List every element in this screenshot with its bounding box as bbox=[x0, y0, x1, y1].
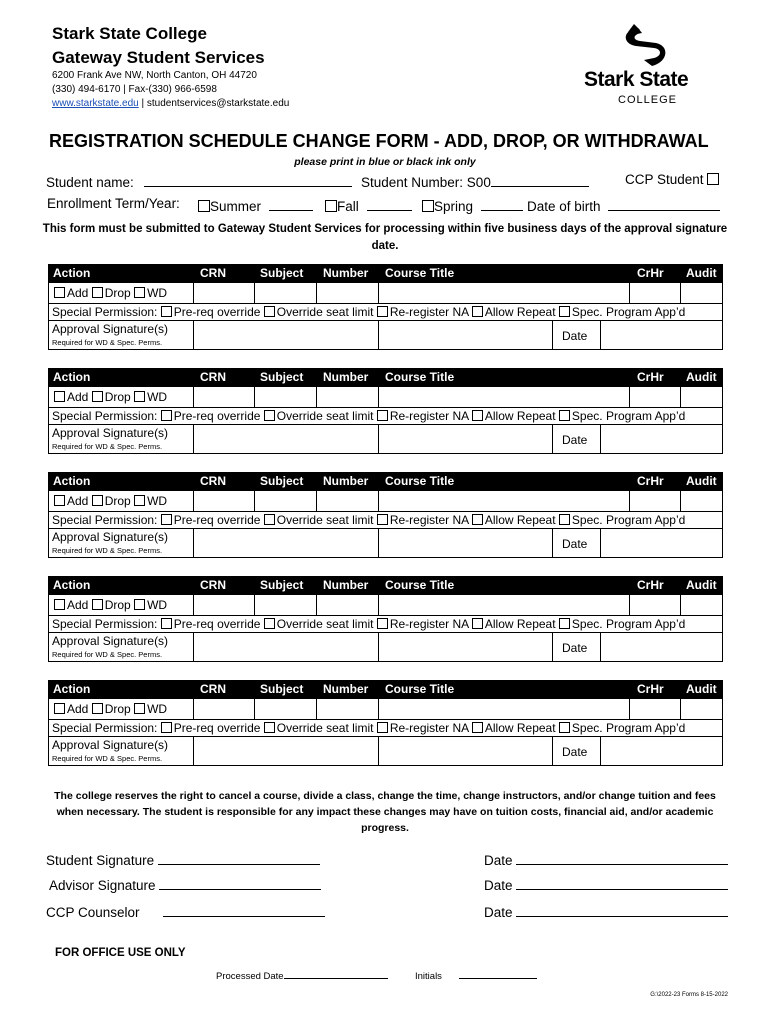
audit-input[interactable] bbox=[680, 594, 723, 616]
col-course-title: Course Title bbox=[385, 266, 455, 280]
processed-date-label: Processed Date bbox=[216, 971, 284, 982]
number-input[interactable] bbox=[316, 490, 379, 512]
date-label: Date bbox=[562, 641, 588, 655]
add-label: Add bbox=[67, 390, 89, 404]
spec-program-checkbox[interactable] bbox=[559, 306, 570, 317]
wd-label: WD bbox=[147, 390, 168, 404]
number-input[interactable] bbox=[316, 282, 379, 304]
date-label: Date bbox=[562, 433, 588, 447]
col-audit: Audit bbox=[686, 474, 717, 488]
add-checkbox[interactable] bbox=[54, 391, 65, 402]
col-subject: Subject bbox=[260, 266, 304, 280]
crhr-input[interactable] bbox=[629, 594, 681, 616]
subject-input[interactable] bbox=[254, 282, 317, 304]
required-note: Required for WD & Spec. Perms. bbox=[52, 338, 163, 347]
audit-input[interactable] bbox=[680, 698, 723, 720]
reregister-label: Re-register NA bbox=[389, 513, 469, 527]
logo-sub: COLLEGE bbox=[618, 94, 677, 106]
crhr-input[interactable] bbox=[629, 282, 681, 304]
number-input[interactable] bbox=[316, 386, 379, 408]
advisor-signature-field[interactable] bbox=[49, 875, 321, 893]
ccp-counselor-label: CCP Counselor bbox=[46, 905, 140, 920]
wd-label: WD bbox=[147, 494, 168, 508]
approval-label-cell bbox=[48, 632, 194, 662]
reregister-checkbox[interactable] bbox=[377, 618, 388, 629]
crn-input[interactable] bbox=[193, 594, 255, 616]
reregister-label: Re-register NA bbox=[389, 409, 469, 423]
ccp-counselor-line[interactable] bbox=[163, 902, 325, 917]
counselor-date-label: Date bbox=[484, 905, 513, 920]
date-label: Date bbox=[562, 537, 588, 551]
col-action: Action bbox=[53, 578, 91, 592]
special-permission-row bbox=[48, 719, 723, 737]
drop-checkbox[interactable] bbox=[92, 495, 103, 506]
approval-label-cell bbox=[48, 320, 194, 350]
col-audit: Audit bbox=[686, 578, 717, 592]
approval-signature-input[interactable] bbox=[193, 424, 379, 454]
drop-label: Drop bbox=[104, 390, 131, 404]
counselor-date-field[interactable] bbox=[484, 902, 728, 920]
advisor-date-line[interactable] bbox=[516, 875, 728, 890]
add-checkbox[interactable] bbox=[54, 599, 65, 610]
action-cell bbox=[48, 490, 194, 512]
drop-label: Drop bbox=[104, 702, 131, 716]
add-checkbox[interactable] bbox=[54, 703, 65, 714]
counselor-date-line[interactable] bbox=[516, 902, 728, 917]
override-seat-checkbox[interactable] bbox=[264, 306, 275, 317]
date-label-cell bbox=[552, 424, 601, 454]
fall-checkbox[interactable] bbox=[325, 200, 337, 212]
student-signature-line[interactable] bbox=[158, 850, 320, 865]
prereq-checkbox[interactable] bbox=[161, 722, 172, 733]
col-course-title: Course Title bbox=[385, 682, 455, 696]
col-crhr: CrHr bbox=[637, 578, 664, 592]
audit-input[interactable] bbox=[680, 490, 723, 512]
special-permission-label: Special Permission: bbox=[52, 513, 158, 527]
ccp-checkbox[interactable] bbox=[707, 173, 719, 185]
spec-program-label: Spec. Program App’d bbox=[571, 305, 686, 319]
date-label-cell bbox=[552, 736, 601, 766]
wd-label: WD bbox=[147, 598, 168, 612]
col-crn: CRN bbox=[200, 266, 226, 280]
summer-label: Summer bbox=[210, 199, 262, 214]
add-checkbox[interactable] bbox=[54, 495, 65, 506]
col-crhr: CrHr bbox=[637, 682, 664, 696]
override-seat-checkbox[interactable] bbox=[264, 618, 275, 629]
required-note: Required for WD & Spec. Perms. bbox=[52, 546, 163, 555]
college-line1: Stark State College bbox=[52, 24, 207, 43]
subject-input[interactable] bbox=[254, 698, 317, 720]
allow-repeat-checkbox[interactable] bbox=[472, 722, 483, 733]
subject-input[interactable] bbox=[254, 594, 317, 616]
college-address-block bbox=[52, 69, 289, 111]
wd-checkbox[interactable] bbox=[134, 287, 145, 298]
approval-label: Approval Signature(s) bbox=[52, 530, 169, 544]
add-label: Add bbox=[67, 598, 89, 612]
crhr-input[interactable] bbox=[629, 490, 681, 512]
logo-word: Stark State bbox=[584, 68, 689, 91]
col-action: Action bbox=[53, 266, 91, 280]
col-number: Number bbox=[323, 266, 369, 280]
approval-date-input[interactable] bbox=[600, 632, 723, 662]
college-name bbox=[52, 22, 265, 70]
action-cell bbox=[48, 282, 194, 304]
ccp-student-field[interactable] bbox=[625, 172, 719, 187]
approval-signature-input-2[interactable] bbox=[378, 320, 553, 350]
drop-label: Drop bbox=[104, 494, 131, 508]
reregister-label: Re-register NA bbox=[389, 617, 469, 631]
course-title-input[interactable] bbox=[378, 490, 630, 512]
spring-checkbox[interactable] bbox=[422, 200, 434, 212]
col-action: Action bbox=[53, 474, 91, 488]
action-cell bbox=[48, 698, 194, 720]
add-label: Add bbox=[67, 286, 89, 300]
date-label: Date bbox=[562, 745, 588, 759]
student-date-field[interactable] bbox=[484, 850, 728, 868]
date-label-cell bbox=[552, 632, 601, 662]
prereq-label: Pre-req override bbox=[173, 617, 261, 631]
student-number-line[interactable] bbox=[491, 172, 589, 187]
required-note: Required for WD & Spec. Perms. bbox=[52, 442, 163, 451]
approval-date-input[interactable] bbox=[600, 320, 723, 350]
col-action: Action bbox=[53, 370, 91, 384]
spec-program-label: Spec. Program App’d bbox=[571, 513, 686, 527]
approval-signature-input[interactable] bbox=[193, 320, 379, 350]
spec-program-checkbox[interactable] bbox=[559, 618, 570, 629]
action-cell bbox=[48, 386, 194, 408]
special-permission-label: Special Permission: bbox=[52, 617, 158, 631]
crhr-input[interactable] bbox=[629, 698, 681, 720]
reserve-note: The college reserves the right to cancel a course, divide a class, change the time, change instructors, and/or change tuition and fees when necessary. The student is responsible for any impact these changes may have on tuition costs, financial aid, and/or academic progress. bbox=[54, 790, 716, 834]
reregister-checkbox[interactable] bbox=[377, 514, 388, 525]
approval-label: Approval Signature(s) bbox=[52, 426, 169, 440]
approval-signature-input[interactable] bbox=[193, 736, 379, 766]
student-date-label: Date bbox=[484, 853, 513, 868]
override-seat-checkbox[interactable] bbox=[264, 722, 275, 733]
office-use-heading: FOR OFFICE USE ONLY bbox=[55, 947, 186, 959]
override-seat-checkbox[interactable] bbox=[264, 410, 275, 421]
approval-label: Approval Signature(s) bbox=[52, 634, 169, 648]
wd-checkbox[interactable] bbox=[134, 703, 145, 714]
prereq-checkbox[interactable] bbox=[161, 410, 172, 421]
allow-repeat-label: Allow Repeat bbox=[484, 513, 556, 527]
student-signature-label: Student Signature bbox=[46, 853, 155, 868]
initials-line[interactable] bbox=[459, 967, 537, 979]
approval-date-input[interactable] bbox=[600, 736, 723, 766]
allow-repeat-checkbox[interactable] bbox=[472, 514, 483, 525]
allow-repeat-label: Allow Repeat bbox=[484, 409, 556, 423]
wd-checkbox[interactable] bbox=[134, 599, 145, 610]
reregister-label: Re-register NA bbox=[389, 721, 469, 735]
spec-program-checkbox[interactable] bbox=[559, 410, 570, 421]
student-name-field[interactable] bbox=[46, 172, 352, 190]
enrollment-term-label: Enrollment Term/Year: bbox=[47, 196, 180, 211]
dob-field[interactable] bbox=[527, 196, 720, 214]
advisor-signature-line[interactable] bbox=[159, 875, 321, 890]
col-crn: CRN bbox=[200, 370, 226, 384]
approval-signature-input-2[interactable] bbox=[378, 736, 553, 766]
phone-fax: (330) 494-6170 | Fax-(330) 966-6598 bbox=[52, 84, 217, 95]
number-input[interactable] bbox=[316, 698, 379, 720]
col-number: Number bbox=[323, 474, 369, 488]
allow-repeat-checkbox[interactable] bbox=[472, 618, 483, 629]
col-course-title: Course Title bbox=[385, 578, 455, 592]
course-title-input[interactable] bbox=[378, 282, 630, 304]
col-crn: CRN bbox=[200, 682, 226, 696]
spec-program-label: Spec. Program App’d bbox=[571, 409, 686, 423]
col-number: Number bbox=[323, 578, 369, 592]
revision-note: G:\2022-23 Forms 8-15-2022 bbox=[650, 992, 728, 998]
spec-program-label: Spec. Program App’d bbox=[571, 721, 686, 735]
approval-signature-input-2[interactable] bbox=[378, 528, 553, 558]
audit-input[interactable] bbox=[680, 282, 723, 304]
wd-label: WD bbox=[147, 286, 168, 300]
approval-label-cell bbox=[48, 736, 194, 766]
override-seat-checkbox[interactable] bbox=[264, 514, 275, 525]
summer-option[interactable] bbox=[198, 196, 313, 214]
col-crn: CRN bbox=[200, 474, 226, 488]
course-header-row bbox=[48, 472, 723, 490]
col-subject: Subject bbox=[260, 474, 304, 488]
override-seat-label: Override seat limit bbox=[276, 305, 374, 319]
course-header-row bbox=[48, 576, 723, 594]
special-permission-row bbox=[48, 511, 723, 529]
spring-line[interactable] bbox=[481, 196, 523, 211]
drop-checkbox[interactable] bbox=[92, 391, 103, 402]
add-checkbox[interactable] bbox=[54, 287, 65, 298]
summer-checkbox[interactable] bbox=[198, 200, 210, 212]
crn-input[interactable] bbox=[193, 490, 255, 512]
form-title: REGISTRATION SCHEDULE CHANGE FORM - ADD, DROP, OR WITHDRAWAL bbox=[49, 131, 709, 151]
col-crn: CRN bbox=[200, 578, 226, 592]
crn-input[interactable] bbox=[193, 282, 255, 304]
allow-repeat-checkbox[interactable] bbox=[472, 410, 483, 421]
course-header-row bbox=[48, 368, 723, 386]
special-permission-label: Special Permission: bbox=[52, 305, 158, 319]
dob-label: Date of birth bbox=[527, 199, 601, 214]
allow-repeat-label: Allow Repeat bbox=[484, 617, 556, 631]
approval-label: Approval Signature(s) bbox=[52, 322, 169, 336]
number-input[interactable] bbox=[316, 594, 379, 616]
approval-label-cell bbox=[48, 424, 194, 454]
required-note: Required for WD & Spec. Perms. bbox=[52, 754, 163, 763]
col-number: Number bbox=[323, 682, 369, 696]
col-subject: Subject bbox=[260, 370, 304, 384]
course-header-row bbox=[48, 264, 723, 282]
student-date-line[interactable] bbox=[516, 850, 728, 865]
course-title-input[interactable] bbox=[378, 594, 630, 616]
crhr-input[interactable] bbox=[629, 386, 681, 408]
drop-label: Drop bbox=[104, 286, 131, 300]
advisor-date-label: Date bbox=[484, 878, 513, 893]
override-seat-label: Override seat limit bbox=[276, 409, 374, 423]
date-label: Date bbox=[562, 329, 588, 343]
action-cell bbox=[48, 594, 194, 616]
processed-date-line[interactable] bbox=[284, 967, 388, 979]
approval-label-cell bbox=[48, 528, 194, 558]
student-name-line[interactable] bbox=[144, 172, 352, 187]
special-permission-label: Special Permission: bbox=[52, 721, 158, 735]
override-seat-label: Override seat limit bbox=[276, 721, 374, 735]
spec-program-checkbox[interactable] bbox=[559, 514, 570, 525]
dob-line[interactable] bbox=[608, 196, 720, 211]
crn-input[interactable] bbox=[193, 698, 255, 720]
date-label-cell bbox=[552, 528, 601, 558]
col-number: Number bbox=[323, 370, 369, 384]
col-audit: Audit bbox=[686, 682, 717, 696]
special-permission-row bbox=[48, 407, 723, 425]
reregister-checkbox[interactable] bbox=[377, 410, 388, 421]
required-note: Required for WD & Spec. Perms. bbox=[52, 650, 163, 659]
col-action: Action bbox=[53, 682, 91, 696]
prereq-checkbox[interactable] bbox=[161, 618, 172, 629]
spec-program-checkbox[interactable] bbox=[559, 722, 570, 733]
special-permission-row bbox=[48, 615, 723, 633]
course-title-input[interactable] bbox=[378, 386, 630, 408]
stark-state-logo bbox=[578, 22, 728, 112]
special-permission-label: Special Permission: bbox=[52, 409, 158, 423]
student-number-label: Student Number: S00 bbox=[361, 175, 491, 190]
college-line2: Gateway Student Services bbox=[52, 48, 265, 67]
ccp-counselor-field[interactable] bbox=[46, 902, 325, 920]
approval-signature-input-2[interactable] bbox=[378, 632, 553, 662]
col-crhr: CrHr bbox=[637, 266, 664, 280]
drop-checkbox[interactable] bbox=[92, 287, 103, 298]
student-signature-field[interactable] bbox=[46, 850, 320, 868]
approval-label: Approval Signature(s) bbox=[52, 738, 169, 752]
spec-program-label: Spec. Program App’d bbox=[571, 617, 686, 631]
course-title-input[interactable] bbox=[378, 698, 630, 720]
reregister-label: Re-register NA bbox=[389, 305, 469, 319]
prereq-label: Pre-req override bbox=[173, 409, 261, 423]
drop-checkbox[interactable] bbox=[92, 599, 103, 610]
audit-input[interactable] bbox=[680, 386, 723, 408]
fall-label: Fall bbox=[337, 199, 359, 214]
student-name-label: Student name: bbox=[46, 175, 134, 190]
col-course-title: Course Title bbox=[385, 370, 455, 384]
col-audit: Audit bbox=[686, 370, 717, 384]
wd-checkbox[interactable] bbox=[134, 391, 145, 402]
drop-label: Drop bbox=[104, 598, 131, 612]
allow-repeat-checkbox[interactable] bbox=[472, 306, 483, 317]
advisor-signature-label: Advisor Signature bbox=[49, 878, 156, 893]
prereq-label: Pre-req override bbox=[173, 305, 261, 319]
approval-date-input[interactable] bbox=[600, 528, 723, 558]
col-subject: Subject bbox=[260, 578, 304, 592]
crn-input[interactable] bbox=[193, 386, 255, 408]
special-permission-row bbox=[48, 303, 723, 321]
fall-option[interactable] bbox=[325, 196, 412, 214]
col-crhr: CrHr bbox=[637, 474, 664, 488]
website-link[interactable]: www.starkstate.edu bbox=[52, 98, 139, 109]
student-number-field[interactable] bbox=[361, 172, 589, 190]
reregister-checkbox[interactable] bbox=[377, 722, 388, 733]
spring-option[interactable] bbox=[422, 196, 523, 214]
initials-label: Initials bbox=[415, 971, 442, 982]
wd-checkbox[interactable] bbox=[134, 495, 145, 506]
submission-notice: This form must be submitted to Gateway Student Services for processing within five business days of the approval signature date. bbox=[42, 223, 728, 252]
wd-label: WD bbox=[147, 702, 168, 716]
reregister-checkbox[interactable] bbox=[377, 306, 388, 317]
override-seat-label: Override seat limit bbox=[276, 513, 374, 527]
date-label-cell bbox=[552, 320, 601, 350]
print-note: please print in blue or black ink only bbox=[294, 156, 476, 168]
logo-mark-icon bbox=[578, 22, 728, 72]
ccp-student-label: CCP Student bbox=[625, 172, 704, 187]
subject-input[interactable] bbox=[254, 490, 317, 512]
spring-label: Spring bbox=[434, 199, 474, 214]
prereq-checkbox[interactable] bbox=[161, 306, 172, 317]
allow-repeat-label: Allow Repeat bbox=[484, 305, 556, 319]
override-seat-label: Override seat limit bbox=[276, 617, 374, 631]
subject-input[interactable] bbox=[254, 386, 317, 408]
prereq-label: Pre-req override bbox=[173, 721, 261, 735]
advisor-date-field[interactable] bbox=[484, 875, 728, 893]
approval-signature-input[interactable] bbox=[193, 632, 379, 662]
col-crhr: CrHr bbox=[637, 370, 664, 384]
add-label: Add bbox=[67, 494, 89, 508]
address: 6200 Frank Ave NW, North Canton, OH 44720 bbox=[52, 70, 257, 81]
prereq-label: Pre-req override bbox=[173, 513, 261, 527]
drop-checkbox[interactable] bbox=[92, 703, 103, 714]
email: | studentservices@starkstate.edu bbox=[141, 98, 290, 109]
summer-line[interactable] bbox=[269, 196, 313, 211]
col-audit: Audit bbox=[686, 266, 717, 280]
approval-date-input[interactable] bbox=[600, 424, 723, 454]
allow-repeat-label: Allow Repeat bbox=[484, 721, 556, 735]
approval-signature-input-2[interactable] bbox=[378, 424, 553, 454]
approval-signature-input[interactable] bbox=[193, 528, 379, 558]
prereq-checkbox[interactable] bbox=[161, 514, 172, 525]
fall-line[interactable] bbox=[367, 196, 412, 211]
col-course-title: Course Title bbox=[385, 474, 455, 488]
course-header-row bbox=[48, 680, 723, 698]
col-subject: Subject bbox=[260, 682, 304, 696]
processed-date-field[interactable] bbox=[216, 967, 388, 982]
initials-field[interactable] bbox=[415, 967, 537, 982]
add-label: Add bbox=[67, 702, 89, 716]
